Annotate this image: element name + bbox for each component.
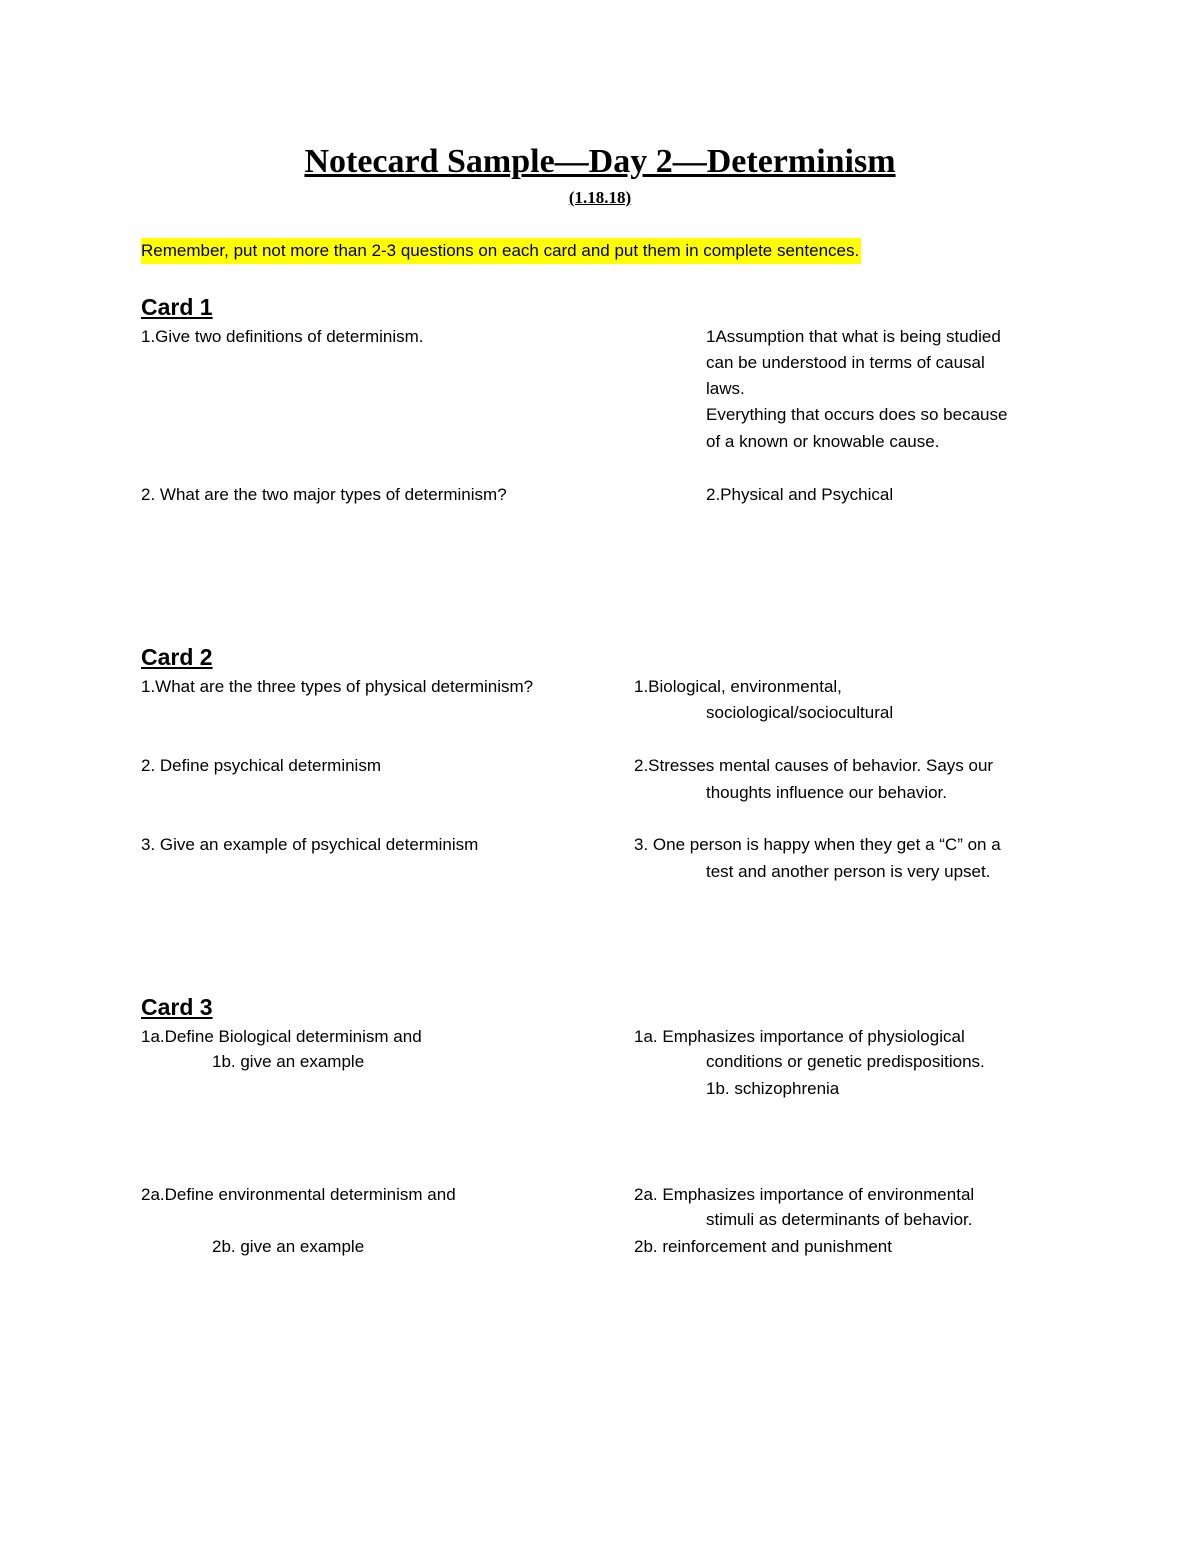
card-2-question-1: 1.What are the three types of physical determinism?: [141, 677, 534, 696]
card-3-question-2a: 2a.Define environmental determinism and: [141, 1185, 456, 1204]
card-3-question-1b: 1b. give an example: [212, 1052, 365, 1071]
document-date: (1.18.18): [568, 188, 632, 207]
card-2-question-3: 3. Give an example of psychical determinism: [141, 835, 479, 854]
card-3-answer-2-line: stimuli as determinants of behavior.: [706, 1210, 973, 1229]
card-2-answer-1-line: 1.Biological, environmental,: [634, 677, 842, 696]
card-3-answer-1-line: 1b. schizophrenia: [706, 1079, 840, 1098]
highlighted-reminder: Remember, put not more than 2-3 questions on each card and put them in complete sentences.: [141, 238, 861, 264]
card-3-answer-1-line: conditions or genetic predispositions.: [706, 1052, 985, 1071]
card-1-question-1: 1.Give two definitions of determinism.: [141, 327, 424, 346]
card-1-answer-1-line: of a known or knowable cause.: [706, 432, 940, 451]
card-2-answer-3-line: test and another person is very upset.: [706, 862, 991, 881]
card-3-question-1a: 1a.Define Biological determinism and: [141, 1027, 422, 1046]
card-3-answer-2-line: 2a. Emphasizes importance of environmental: [634, 1185, 975, 1204]
card-3-answer-2-line: 2b. reinforcement and punishment: [634, 1237, 892, 1256]
card-3-heading: Card 3: [141, 994, 213, 1020]
card-3-question-2b: 2b. give an example: [212, 1237, 365, 1256]
document-title: Notecard Sample—Day 2—Determinism: [304, 143, 896, 180]
card-1-question-2: 2. What are the two major types of determinism?: [141, 485, 507, 504]
card-2-question-2: 2. Define psychical determinism: [141, 756, 381, 775]
card-1-answer-1-line: 1Assumption that what is being studied: [706, 327, 1001, 346]
card-1-answer-1-line: can be understood in terms of causal: [706, 353, 985, 372]
card-2-answer-3-line: 3. One person is happy when they get a “C” on a: [634, 835, 1001, 854]
card-1-answer-1-line: laws.: [706, 379, 745, 398]
card-2-answer-1-line: sociological/sociocultural: [706, 703, 894, 722]
card-2-answer-2-line: thoughts influence our behavior.: [706, 783, 948, 802]
card-2-heading: Card 2: [141, 644, 213, 670]
card-1-answer-2-line: 2.Physical and Psychical: [706, 485, 894, 504]
card-3-answer-1-line: 1a. Emphasizes importance of physiological: [634, 1027, 965, 1046]
card-2-answer-2-line: 2.Stresses mental causes of behavior. Says our: [634, 756, 994, 775]
card-1-heading: Card 1: [141, 294, 213, 320]
card-1-answer-1-line: Everything that occurs does so because: [706, 405, 1008, 424]
